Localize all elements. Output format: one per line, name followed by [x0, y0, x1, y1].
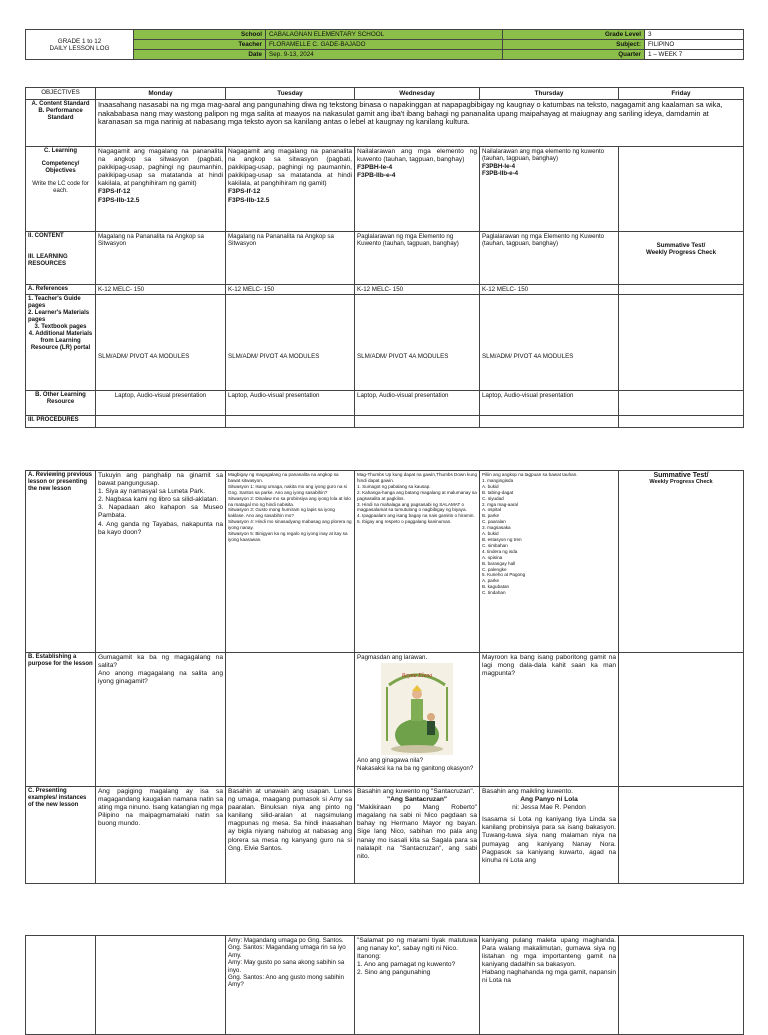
modules-tuesday: SLM/ADM/ PIVOT 4A MODULES: [226, 295, 355, 391]
objectives-table: [25, 87, 744, 428]
competency-wednesday: [355, 147, 480, 232]
purpose-thursday: Mayroon ka bang isang paboritong gamit na lagi mong dala-dala kahit saan ka man magpunta?: [480, 653, 619, 787]
purpose-tuesday: [226, 653, 355, 787]
continued-label: [26, 936, 96, 1035]
references-label: A. References: [26, 285, 96, 295]
grade-value: 3: [645, 30, 744, 40]
textbook-label: 3. Textbook pages: [34, 324, 87, 331]
reviewing-tuesday: Magbigay ng magagalang na pananalita na angkop sa bawat sitwasyon. Sitwasyon 1: Isang umaga, nakita mo ang iyong guro na si Gng. Santos sa parke. Ano ang iyong sasabihin? Sitwasyon 2: Dinalaw mo sa probinsiya ang iyong lola at lolo na matagal mo ng hindi nabisita. Sitwasyon 3: Gusto mong humiram ng lapis sa iyong kaklase. Ano ang sasabihin mo? Sitwasyon 4: Hindi mo sinasadyang mabasag ang plorera ng iyong nanay. Sitwasyon 5: Binigyan ka ng regalo ng iyong inay at itay sa iyong kaarawan.: [226, 471, 355, 653]
reviewing-friday-line1: Summative Test/: [653, 472, 709, 479]
other-res-thursday: Laptop, Audio-visual presentation: [480, 391, 619, 416]
content-thursday: Paglalarawan ng mga Elemento ng Kuwento (tauhan, tagpuan, banghay): [480, 232, 619, 285]
content-tuesday: Magalang na Pananalita na Angkop sa Sitwasyon: [226, 232, 355, 285]
presenting-wednesday: [355, 787, 480, 884]
presenting-thursday-author: ni: Jessa Mae R. Pendon: [512, 804, 586, 812]
reviewing-label: A. Reviewing previous lesson or presenting the new lesson: [26, 471, 96, 653]
santacruzan-picture: [381, 663, 453, 755]
quarter-label: Quarter: [503, 50, 645, 60]
subject-value: FILIPINO: [645, 40, 744, 50]
competency-tuesday-code1: F3PS-If-12: [228, 188, 261, 196]
competency-wednesday-text: Nailalarawan ang mga elemento ng kuwento (tauhan, tagpuan, banghay): [357, 148, 477, 164]
learners-materials-label: 2. Learner's Materials pages: [28, 310, 90, 324]
modules-wednesday: SLM/ADM/ PIVOT 4A MODULES: [355, 295, 480, 391]
other-res-wednesday: Laptop, Audio-visual presentation: [355, 391, 480, 416]
procedures-table: [25, 470, 744, 884]
competency-friday: [619, 147, 744, 232]
competency-thursday-code1: F3PBH-Ie-4: [482, 162, 516, 170]
presenting-thursday-intro: Basahin ang maikling kuwento.: [482, 788, 573, 795]
purpose-monday: Gumagamit ka ba ng magagalang na salita? Ano anong magagalang na salita ang iyong ginagamit?: [96, 653, 226, 787]
content-standard-label: A. Content Standard: [31, 101, 90, 107]
competency-thursday-code2: F3PB-IIb-e-4: [482, 170, 519, 178]
standard-text: Inaasahang nasasabi na ng mga mag-aaral ang pangunahing diwa ng tekstong binasa o napakinggan at napapagbibigay ng kaugnay o katumbas na teksto, nagagamit ang kaalaman sa wika, nakababasa nang may wastong palipon ng mga salita at maayos na nakasulat gamit ang iba't ibang bahagi ng pananalita upang maipahayag at maiugnay ang sariling ideya, damdamin at karanasan sa mga narinig at nabasang mga teksto ayon sa kanilang antas o lebel at kaugnay ng kanilang kultura.: [96, 100, 744, 147]
competency-thursday-text: Nailalarawan ang mga elemento ng kuwento (tauhan, tagpuan, banghay): [482, 148, 605, 163]
reviewing-friday-line2: Weekly Progress Check: [649, 479, 713, 485]
content-monday: Magalang na Pananalita na Angkop sa Sitwasyon: [96, 232, 226, 285]
modules-thursday: SLM/ADM/ PIVOT 4A MODULES: [480, 295, 619, 391]
presenting-label: C. Presenting examples/ instances of the new lesson: [26, 787, 96, 884]
competency-tuesday-text: Nagagamit ang magalang na pananalita na angkop sa sitwasyon (pagbati, pakikipag-usap, paghingi ng paumanhin, pakikipag-usap sa matatanda at hindi kakilala, at panghihiram ng gamit): [228, 148, 352, 188]
teacher-value: FLORAMELLE C. GADE-BAJADO: [266, 40, 503, 50]
materials-labels: [26, 295, 96, 391]
additional-materials-label: 4. Additional Materials from Learning Resource (LR) portal: [28, 331, 93, 352]
procedures-label: III. PROCEDURES: [26, 416, 96, 428]
date-label: Date: [134, 50, 266, 60]
continued-tuesday: Amy: Magandang umaga po Gng. Santos. Gng. Santos: Magandang umaga rin sa iyo Amy. Amy: May gusto po sana akong sabihin sa inyo. Gng. Santos: Ano ang gusto mong sabihin Amy?: [226, 936, 355, 1035]
presenting-thursday-body: Isasama si Lota ng kaniyang tiya Linda sa kanilang probinsiya para sa isang bakasyon. Tuwang-tuwa siya nang malaman niya na pumayag ang kaniyang Nanay Nora. Pagpasok sa kaniyang kuwarto, agad na kinuha ni Lota ang: [482, 816, 616, 864]
competency-wednesday-code1: F3PBH-Ie-4: [357, 164, 393, 172]
content-friday-line2: Weekly Progress Check: [645, 249, 717, 257]
form-name: DAILY LESSON LOG: [49, 44, 110, 52]
school-value: CABALAGNAN ELEMENTARY SCHOOL: [266, 30, 503, 40]
references-wednesday: K-12 MELC- 150: [355, 285, 480, 295]
school-label: School: [134, 30, 266, 40]
other-res-tuesday: Laptop, Audio-visual presentation: [226, 391, 355, 416]
reviewing-thursday: Piliin ang angkop na tagpuan sa bawat tauhan. 1. mangingisda A. bukid B. tabing-dagat C. siyudad 2. mga mag-aaral A. ospital B. parke C. paaralan 3. magsasaka A. bukid B. estasyon ng tren C. simbahan 4. tindera ng isda A. opisina B. barangay hall C. palengke 5. Kuneho at Pagong A. parke B. kagubatan C. tindahan: [480, 471, 619, 653]
teacher-label: Teacher: [134, 40, 266, 50]
c-learning-label: C. Learning: [43, 148, 77, 154]
content-friday-line1: Summative Test/: [656, 242, 706, 249]
purpose-wednesday: [355, 653, 480, 787]
references-thursday: K-12 MELC- 150: [480, 285, 619, 295]
purpose-friday: [619, 653, 744, 787]
content-wednesday: Paglalarawan ng mga Elemento ng Kuwento (tauhan, tagpuan, banghay): [355, 232, 480, 285]
header-table: [25, 29, 744, 60]
day-tuesday: Tuesday: [226, 88, 355, 100]
date-value: Sep. 9-13, 2024: [266, 50, 503, 60]
subject-label: Subject:: [503, 40, 645, 50]
competency-tuesday-code2: F3PS-IIb-12.5: [228, 196, 270, 204]
form-grade-range: GRADE 1 to 12: [57, 37, 102, 45]
competency-label: [26, 147, 96, 232]
content-label: II. CONTENT: [28, 233, 64, 239]
continued-wednesday: "Salamat po ng marami tiyak matutuwa ang nanay ko", sabay ngiti ni Nico. Itanong: 1. Ano ang pamagat ng kuwento? 2. Sino ang pangunahing: [355, 936, 480, 1035]
presenting-friday: [619, 787, 744, 884]
references-tuesday: K-12 MELC- 150: [226, 285, 355, 295]
modules-friday: [619, 295, 744, 391]
presenting-monday: Ang pagiging magalang ay isa sa magagandang kaugalian namana natin sa ating mga ninuno. Isang katangian ng mga Pilipino na maipagmamalaki natin sa buong mundo.: [96, 787, 226, 884]
competency-monday-code2: F3PS-IIb-12.5: [98, 196, 140, 204]
continued-monday: [96, 936, 226, 1035]
teachers-guide-label: 1. Teacher's Guide pages: [28, 296, 81, 310]
presenting-thursday-title: Ang Panyo ni Lola: [520, 796, 578, 804]
competency-objectives-label: Competency/ Objectives: [41, 161, 80, 174]
day-friday: Friday: [619, 88, 744, 100]
competency-wednesday-code2: F3PB-IIb-e-4: [357, 172, 396, 180]
learning-resources-label: III. LEARNING RESOURCES: [28, 254, 68, 267]
continued-friday: [619, 936, 744, 1035]
references-friday: [619, 285, 744, 295]
grade-label: Grade Level: [503, 30, 645, 40]
continued-table: [25, 935, 744, 1035]
continued-thursday: kaniyang pulang maleta upang maghanda. Para walang makalimutan, gumawa siya ng listahan ng mga importanteng gamit na kaniyang dadalhin sa bakasyon. Habang naghahanda ng mga gamit, napansin ni Lota na: [480, 936, 619, 1035]
presenting-wednesday-body: "Makikiraan po Mang Roberto" magalang na sabi ni Nico pagdaan sa bahay ng Hermano Mayor ng bayan. Sige lang Nico, sabihan mo pala ang nanay mo isasali kita sa Sagala para sa nalalapit na "Santacruzan", ang sabi nito.: [357, 804, 477, 860]
other-resource-label: B. Other Learning Resource: [26, 391, 96, 416]
competency-monday-code1: F3PS-If-12: [98, 188, 131, 196]
purpose-wednesday-prompt: Pagmasdan ang larawan.: [357, 654, 428, 661]
quarter-value: 1 – WEEK 7: [645, 50, 744, 60]
content-resources-label: [26, 232, 96, 285]
objectives-label: OBJECTIVES: [26, 88, 96, 100]
presenting-wednesday-intro: Basahin ang kuwento ng "Santacruzan".: [357, 788, 475, 795]
day-wednesday: Wednesday: [355, 88, 480, 100]
day-thursday: Thursday: [480, 88, 619, 100]
day-monday: Monday: [96, 88, 226, 100]
other-res-friday: [619, 391, 744, 416]
performance-standard-label: B. Performance Standard: [38, 108, 83, 121]
purpose-wednesday-questions: Ano ang ginagawa nila? Nakasaksi ka na ba ng ganitong okasyon?: [357, 757, 474, 772]
presenting-wednesday-title: "Ang Santacruzan": [386, 796, 448, 804]
write-lc-note: Write the LC code for each.: [32, 181, 89, 194]
picture-caption: Reyna Elena: [401, 673, 433, 680]
reviewing-friday: [619, 471, 744, 653]
reviewing-wednesday: Mag-Thumbs Up kung dapat na gawin,Thumbs Down kung hindi dapat gawin. 1. Sumagot ng pabalang sa kausap. 2. Kahanga-hanga ang batang magalang at malumanay sa pagsasalita at pagkilos. 3. Hindi na mahalaga ang pagsasabi ng SALAMAT o magpasalamat sa tumutulong o nagbibigay ng biyaya. 4. Ipagpaalam ang isang bagay na nais gamitin o hiramin. 5. Ibigay ang respeto o paggalang kaninuman.: [355, 471, 480, 653]
competency-thursday: [480, 147, 619, 232]
standards-label: [26, 100, 96, 147]
presenting-tuesday: Basahin at unawain ang usapan. Lunes ng umaga, maagang pumasok si Amy sa paaralan. Binuksan niya ang pinto ng kanilang silid-aralan at nagsimulang magpunas ng mesa. Sa hindi inaasahan ay bigla niyang nahulog at nabasag ang plorera sa mesa ng kanyang guro na si Gng. Elvie Santos.: [226, 787, 355, 884]
form-title: [26, 30, 134, 60]
references-monday: K-12 MELC- 150: [96, 285, 226, 295]
presenting-thursday: [480, 787, 619, 884]
other-res-monday: Laptop, Audio-visual presentation: [96, 391, 226, 416]
competency-monday-text: Nagagamit ang magalang na pananalita na angkop sa sitwasyon (pagbati, pakikipag-usap, paghingi ng paumanhin, pakikipag-usap sa matatanda at hindi kakilala, at panghihiram ng gamit): [98, 148, 223, 188]
modules-monday: SLM/ADM/ PIVOT 4A MODULES: [96, 295, 226, 391]
reviewing-monday: Tukuyin ang panghalip na ginamit sa bawat pangungusap. 1. Siya ay namasyal sa Luneta Park. 2. Nagbasa kami ng libro sa silid-aklatan. 3. Napadaan ako kahapon sa Museo Pambata. 4. Ang ganda ng Tayabas, nakapunta na ba kayo doon?: [96, 471, 226, 653]
purpose-label: B. Establishing a purpose for the lesson: [26, 653, 96, 787]
content-friday: [619, 232, 744, 285]
competency-monday: [96, 147, 226, 232]
competency-tuesday: [226, 147, 355, 232]
